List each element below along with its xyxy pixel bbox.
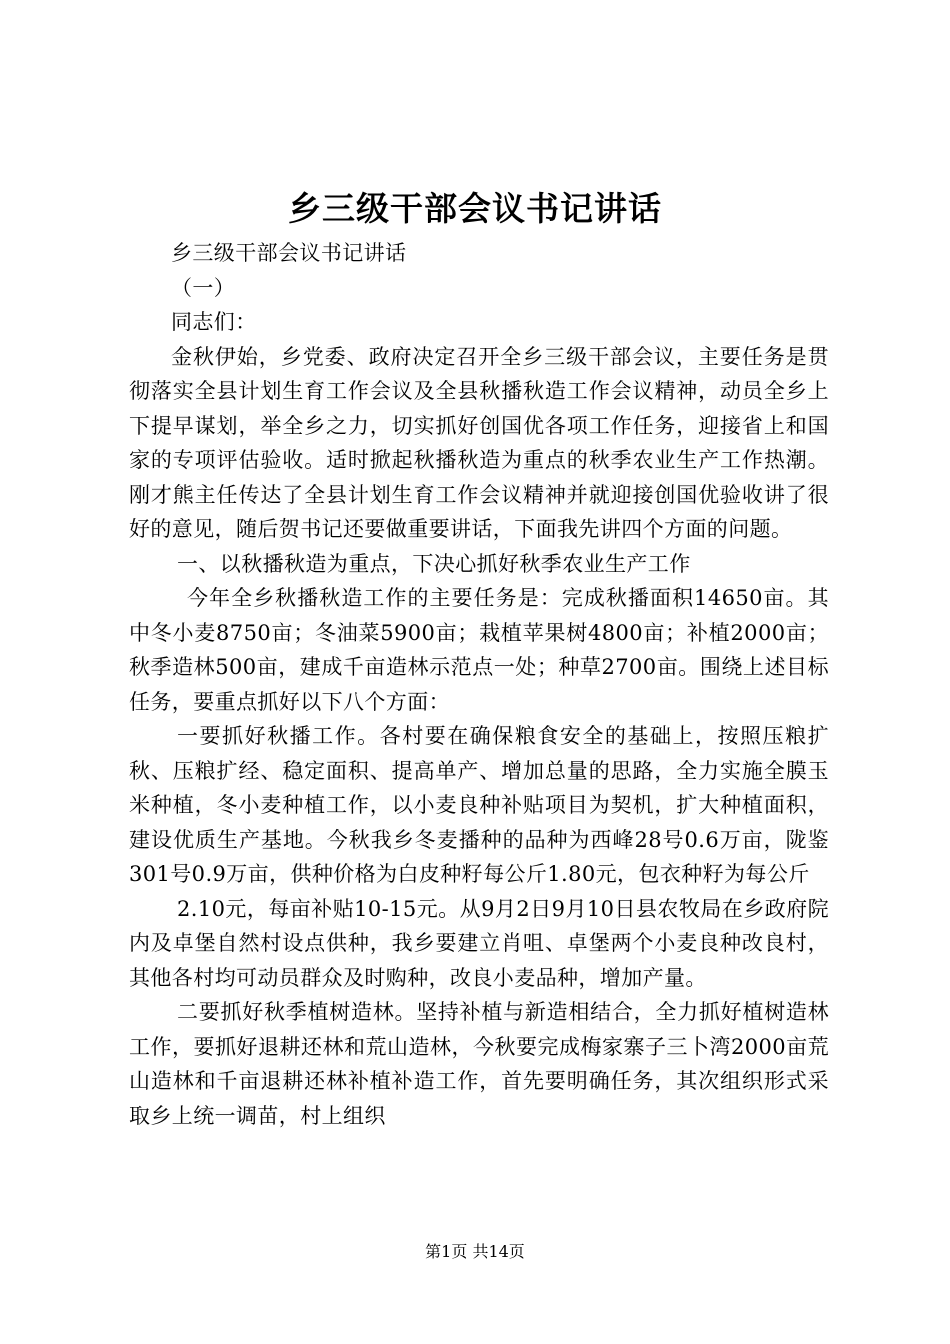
document-body: [129, 236, 829, 1133]
page-number-footer: 第1页 共14页: [425, 1242, 525, 1261]
document-subtitle: 乡三级干部会议书记讲话: [171, 241, 407, 265]
paragraph: 一要抓好秋播工作。各村要在确保粮食安全的基础上，按照压粮扩秋、压粮扩经、稳定面积、提高单产、增加总量的思路，全力实施全膜玉米种植，冬小麦种植工作，以小麦良种补贴项目为契机，扩大种植面积，建设优质生产基地。今秋我乡冬麦播种的品种为西峰28号0.6万亩，陇鉴301号0.9万亩，供种价格为白皮种籽每公斤1.80元，包衣种籽为每公斤: [129, 724, 829, 886]
paragraph: 今年全乡秋播秋造工作的主要任务是：完成秋播面积14650亩。其中冬小麦8750亩；冬油菜5900亩；栽植苹果树4800亩；补植2000亩；秋季造林500亩，建成千亩造林示范点一处；种草2700亩。围绕上述目标任务，要重点抓好以下八个方面：: [129, 586, 829, 714]
document-title: 乡三级干部会议书记讲话: [288, 189, 662, 228]
section-number: （一）: [171, 275, 236, 300]
section-heading: 一、以秋播秋造为重点，下决心抓好秋季农业生产工作: [177, 551, 691, 576]
salutation: 同志们：: [171, 310, 257, 334]
paragraph: 二要抓好秋季植树造林。坚持补植与新造相结合，全力抓好植树造林工作，要抓好退耕还林和荒山造林，今秋要完成梅家寨子三卜湾2000亩荒山造林和千亩退耕还林补植补造工作，首先要明确任务，其次组织形式采取乡上统一调苗，村上组织: [129, 1000, 829, 1128]
paragraph: 金秋伊始，乡党委、政府决定召开全乡三级干部会议，主要任务是贯彻落实全县计划生育工作会议及全县秋播秋造工作会议精神，动员全乡上下提早谋划，举全乡之力，切实抓好创国优各项工作任务，迎接省上和国家的专项评估验收。适时掀起秋播秋造为重点的秋季农业生产工作热潮。刚才熊主任传达了全县计划生育工作会议精神并就迎接创国优验收讲了很好的意见，随后贺书记还要做重要讲话，下面我先讲四个方面的问题。: [129, 344, 829, 541]
paragraph: 2.10元，每亩补贴10-15元。从9月2日9月10日县农牧局在乡政府院内及卓堡自然村设点供种，我乡要建立肖咀、卓堡两个小麦良种改良村，其他各村均可动员群众及时购种，改良小麦品种，增加产量。: [129, 896, 829, 990]
